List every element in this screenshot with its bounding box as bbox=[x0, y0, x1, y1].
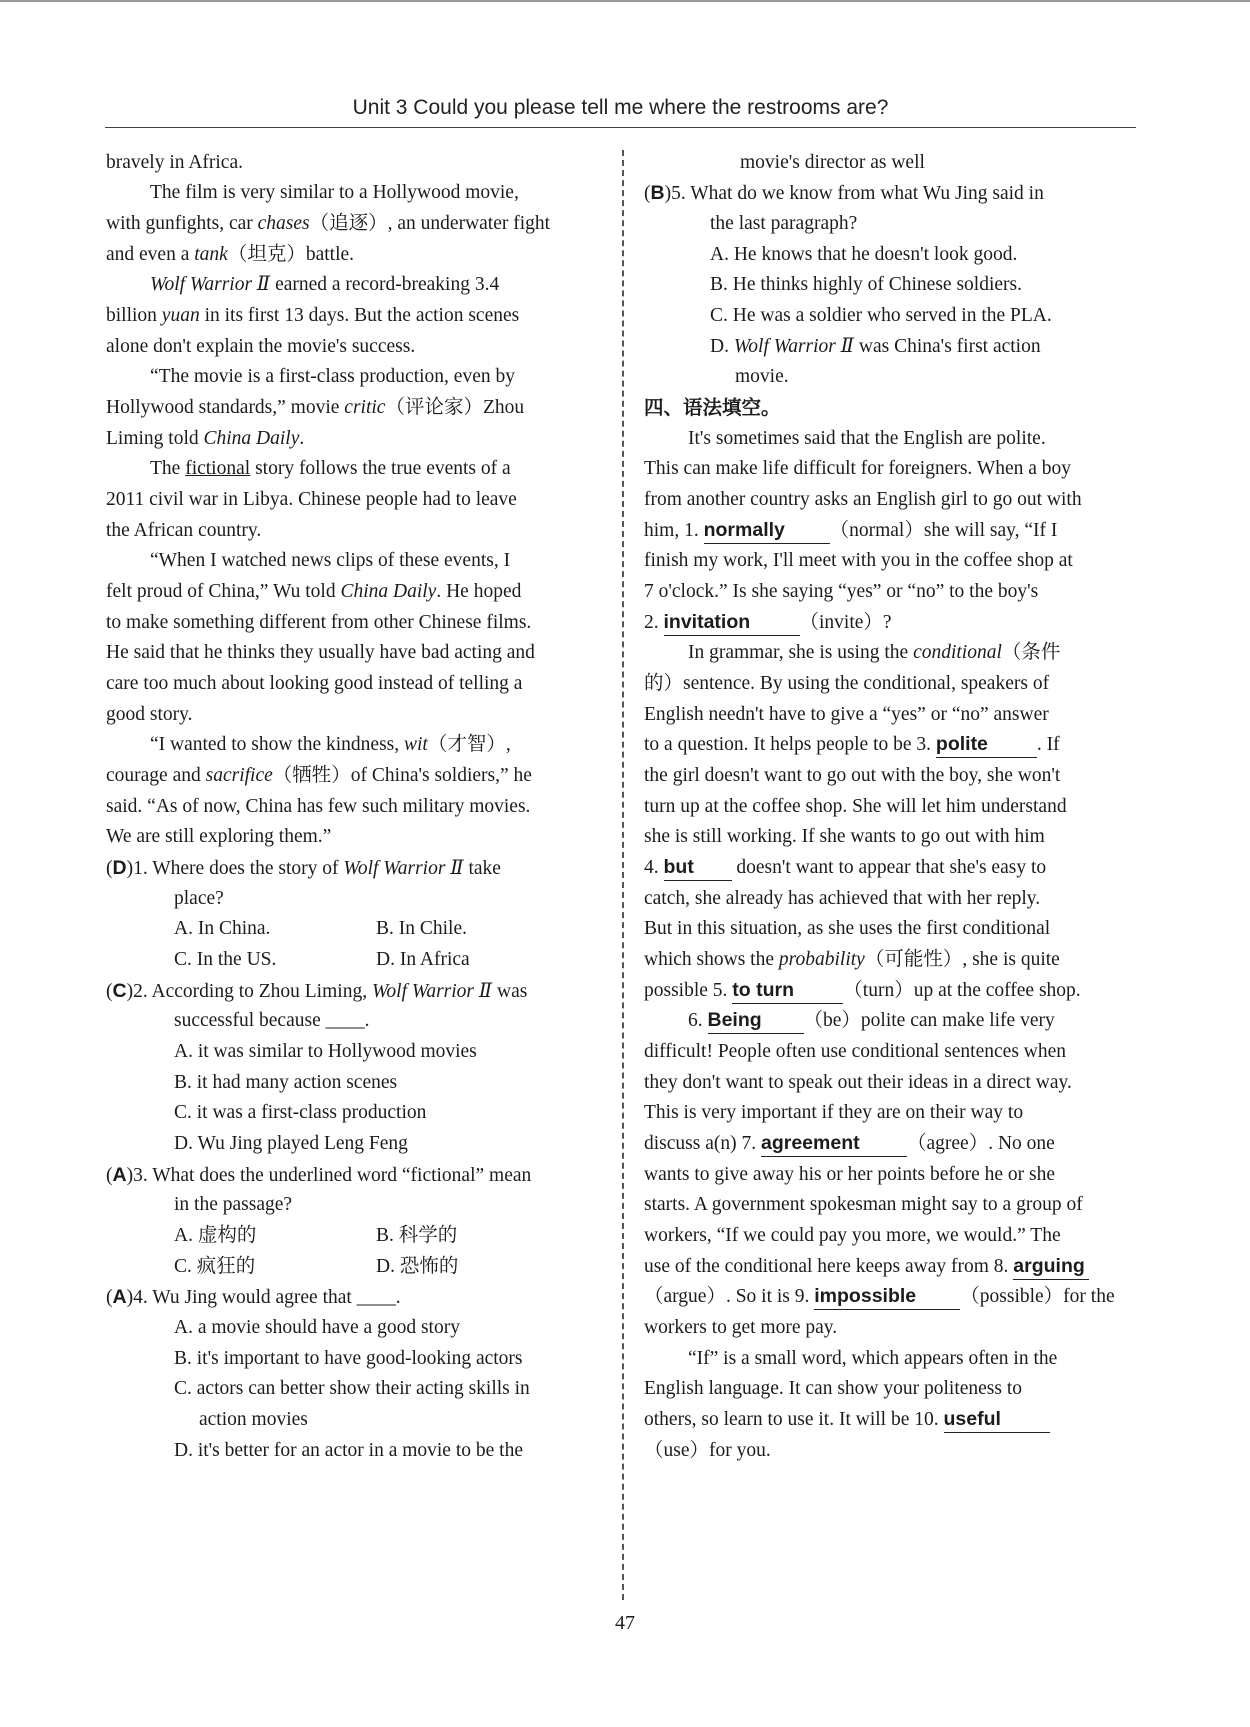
question-1: (D)1. Where does the story of Wolf Warrior Ⅱ take bbox=[106, 857, 501, 879]
text-line: The fictional story follows the true events of a bbox=[150, 458, 511, 479]
text-line: starts. A government spokesman might say to a group of bbox=[644, 1194, 1083, 1215]
text-line: difficult! People often use conditional sentences when bbox=[644, 1041, 1067, 1062]
text-line: 7 o'clock.” Is she saying “yes” or “no” to the boy's bbox=[644, 581, 1039, 602]
option: C. actors can better show their acting skills in bbox=[174, 1378, 530, 1399]
text-line: workers to get more pay. bbox=[644, 1317, 838, 1338]
option: D. In Africa bbox=[376, 949, 470, 970]
option: C. He was a soldier who served in the PLA. bbox=[710, 305, 1052, 326]
text-line: But in this situation, as she uses the first conditional bbox=[644, 918, 1051, 939]
option: A. it was similar to Hollywood movies bbox=[174, 1041, 477, 1062]
question-2: (C)2. According to Zhou Liming, Wolf Warrior Ⅱ was bbox=[106, 980, 528, 1002]
text-line: the girl doesn't want to go out with the boy, she won't bbox=[644, 765, 1061, 786]
answer-q2: C bbox=[112, 980, 127, 1002]
text-line: good story. bbox=[106, 704, 193, 725]
text-line: the last paragraph? bbox=[710, 213, 858, 234]
text-line: and even a tank（坦克）battle. bbox=[106, 244, 355, 265]
option: B. 科学的 bbox=[376, 1225, 458, 1246]
text-line: alone don't explain the movie's success. bbox=[106, 336, 416, 357]
text-line: （use）for you. bbox=[644, 1440, 771, 1461]
page-number: 47 bbox=[615, 1612, 635, 1634]
text-line: successful because ____. bbox=[174, 1010, 370, 1031]
answer-blank-5: to turn bbox=[732, 977, 843, 1004]
text-line: finish my work, I'll meet with you in the coffee shop at bbox=[644, 550, 1073, 571]
text-line: felt proud of China,” Wu told China Daily. He hoped bbox=[106, 581, 522, 602]
section-heading: 四、语法填空。 bbox=[644, 397, 781, 419]
text-line: place? bbox=[174, 888, 224, 909]
option: D. it's better for an actor in a movie to be the bbox=[174, 1440, 523, 1461]
option: C. 疯狂的 bbox=[174, 1256, 256, 1277]
text-line: him, 1. normally （normal）she will say, “If I bbox=[644, 514, 1057, 548]
question-5: (B)5. What do we know from what Wu Jing said in bbox=[644, 182, 1044, 204]
answer-blank-10: useful bbox=[944, 1406, 1050, 1433]
text-line: 2. invitation （invite）? bbox=[644, 606, 892, 640]
text-line: turn up at the coffee shop. She will let him understand bbox=[644, 796, 1067, 817]
text-line: English language. It can show your politeness to bbox=[644, 1378, 1023, 1399]
text-line: to make something different from other Chinese films. bbox=[106, 612, 532, 633]
option: D. Wolf Warrior Ⅱ was China's first action bbox=[710, 336, 1041, 357]
answer-blank-3: polite bbox=[936, 731, 1037, 758]
text-line: 的）sentence. By using the conditional, speakers of bbox=[644, 673, 1050, 694]
text-line: （argue）. So it is 9. impossible （possible）for the bbox=[644, 1280, 1115, 1314]
answer-blank-4: but bbox=[664, 854, 732, 881]
text-line: It's sometimes said that the English are polite. bbox=[688, 428, 1046, 449]
text-line: 4. but doesn't want to appear that she's easy to bbox=[644, 851, 1046, 885]
top-edge-rule bbox=[0, 0, 1250, 2]
text-line: workers, “If we could pay you more, we would.” The bbox=[644, 1225, 1061, 1246]
text-line: Hollywood standards,” movie critic（评论家）Zhou bbox=[106, 397, 525, 418]
option: C. it was a first-class production bbox=[174, 1102, 427, 1123]
text-line: they don't want to speak out their ideas in a direct way. bbox=[644, 1072, 1072, 1093]
question-4: (A)4. Wu Jing would agree that ____. bbox=[106, 1286, 401, 1308]
text-line: in the passage? bbox=[174, 1194, 293, 1215]
text-line: bravely in Africa. bbox=[106, 152, 243, 173]
option: B. In Chile. bbox=[376, 918, 467, 939]
option-continued: movie. bbox=[735, 366, 789, 387]
text-line: This can make life difficult for foreigners. When a boy bbox=[644, 458, 1072, 479]
column-divider bbox=[622, 150, 624, 1600]
option: A. a movie should have a good story bbox=[174, 1317, 460, 1338]
page-header: Unit 3 Could you please tell me where the restrooms are? bbox=[352, 96, 889, 119]
answer-q3: A bbox=[112, 1164, 127, 1186]
text-line: from another country asks an English girl to go out with bbox=[644, 489, 1082, 510]
option: A. 虚构的 bbox=[174, 1225, 257, 1246]
text-line: “If” is a small word, which appears often in the bbox=[688, 1348, 1058, 1369]
answer-blank-7: agreement bbox=[761, 1130, 907, 1157]
text-line: English needn't have to give a “yes” or “no” answer bbox=[644, 704, 1049, 725]
answer-q1: D bbox=[112, 857, 127, 879]
text-line: 6. Being （be）polite can make life very bbox=[688, 1004, 1055, 1038]
text-line: In grammar, she is using the conditional（条件 bbox=[688, 642, 1061, 663]
answer-blank-2: invitation bbox=[664, 609, 800, 636]
text-line: billion yuan in its first 13 days. But the action scenes bbox=[106, 305, 520, 326]
text-line: use of the conditional here keeps away from 8. arguing bbox=[644, 1250, 1089, 1284]
option: B. it's important to have good-looking actors bbox=[174, 1348, 523, 1369]
text-line: which shows the probability（可能性）, she is quite bbox=[644, 949, 1060, 970]
option-continued: action movies bbox=[199, 1409, 308, 1430]
option: B. He thinks highly of Chinese soldiers. bbox=[710, 274, 1022, 295]
text-line: “The movie is a first-class production, even by bbox=[150, 366, 515, 387]
text-line: said. “As of now, China has few such military movies. bbox=[106, 796, 531, 817]
question-3: (A)3. What does the underlined word “fictional” mean bbox=[106, 1164, 532, 1186]
text-line: Liming told China Daily. bbox=[106, 428, 305, 449]
text-line: 2011 civil war in Libya. Chinese people had to leave bbox=[106, 489, 517, 510]
text-line: courage and sacrifice（牺牲）of China's soldiers,” he bbox=[106, 765, 532, 786]
answer-blank-9: impossible bbox=[814, 1283, 960, 1310]
option: C. In the US. bbox=[174, 949, 277, 970]
option: A. He knows that he doesn't look good. bbox=[710, 244, 1018, 265]
header-rule bbox=[105, 127, 1136, 128]
option: D. Wu Jing played Leng Feng bbox=[174, 1133, 408, 1154]
text-line: others, so learn to use it. It will be 10. useful bbox=[644, 1403, 1050, 1437]
answer-blank-8: arguing bbox=[1013, 1253, 1089, 1280]
option: A. In China. bbox=[174, 918, 271, 939]
text-line: “When I watched news clips of these events, I bbox=[150, 550, 511, 571]
text-line: she is still working. If she wants to go out with him bbox=[644, 826, 1045, 847]
text-line: The film is very similar to a Hollywood movie, bbox=[150, 182, 519, 203]
option: B. it had many action scenes bbox=[174, 1072, 398, 1093]
text-line: discuss a(n) 7. agreement （agree）. No one bbox=[644, 1127, 1055, 1161]
text-line: catch, she already has achieved that with her reply. bbox=[644, 888, 1041, 909]
answer-q5: B bbox=[650, 182, 665, 204]
text-line: Wolf Warrior Ⅱ earned a record-breaking 3.4 bbox=[150, 274, 500, 295]
text-line: “I wanted to show the kindness, wit（才智）, bbox=[150, 734, 511, 755]
text-line: the African country. bbox=[106, 520, 262, 541]
text-line: This is very important if they are on their way to bbox=[644, 1102, 1024, 1123]
underlined-word-fictional: fictional bbox=[185, 458, 251, 479]
answer-blank-6: Being bbox=[708, 1007, 804, 1034]
answer-q4: A bbox=[112, 1286, 127, 1308]
text-line: We are still exploring them.” bbox=[106, 826, 332, 847]
text-line: possible 5. to turn （turn）up at the coffee shop. bbox=[644, 974, 1081, 1008]
text-line: wants to give away his or her points before he or she bbox=[644, 1164, 1056, 1185]
text-line: care too much about looking good instead of telling a bbox=[106, 673, 523, 694]
text-line: to a question. It helps people to be 3. polite . If bbox=[644, 728, 1060, 762]
text-line: with gunfights, car chases（追逐）, an underwater fight bbox=[106, 213, 551, 234]
option: D. 恐怖的 bbox=[376, 1256, 459, 1277]
answer-blank-1: normally bbox=[704, 517, 830, 544]
option-continued: movie's director as well bbox=[740, 152, 925, 173]
text-line: He said that he thinks they usually have bad acting and bbox=[106, 642, 535, 663]
